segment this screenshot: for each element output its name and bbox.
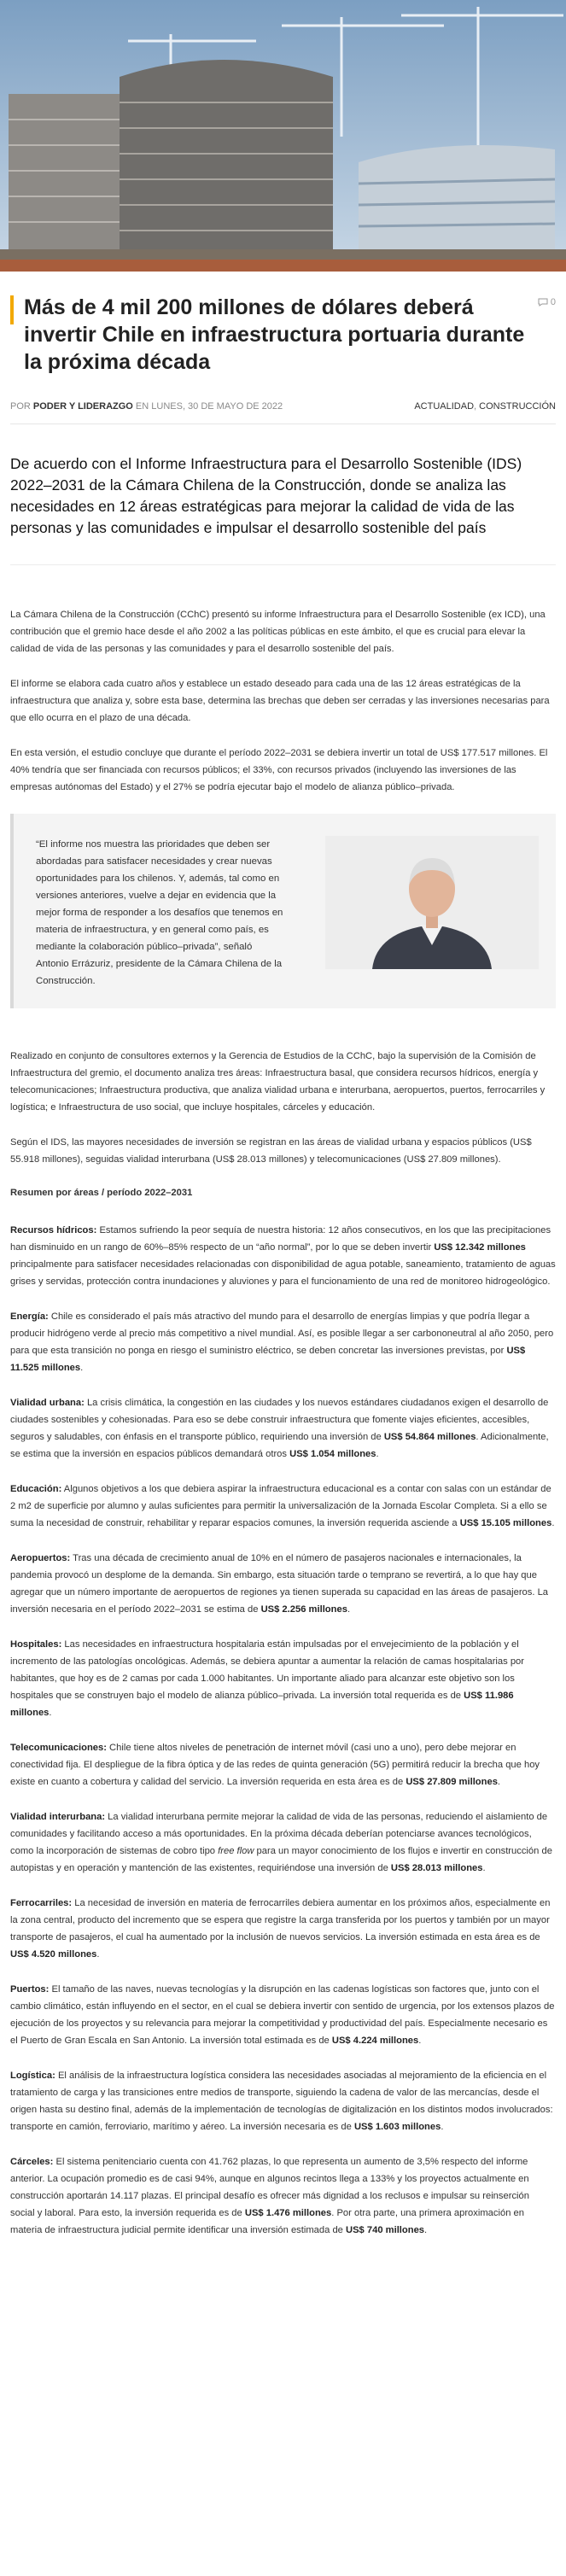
category-separator: , — [474, 401, 477, 412]
article-meta — [10, 401, 556, 424]
date-prefix: EN — [135, 401, 149, 412]
title-accent-bar — [10, 295, 14, 324]
area-ferrocarriles: Ferrocarriles: La necesidad de inversión en materia de ferrocarriles debiera aumentar en los próximos años, especialmente en la zona central, producto del incremento que se espera que registre la carga transferida por los puertos y también por un mayor transporte de pasajeros, el cual ha aumentado por la inclusión de nuevos servicios. La inversión estimada en esta área es de US$ 4.520 millones. — [10, 1898, 551, 1960]
categories — [414, 401, 556, 412]
comment-counter[interactable] — [538, 297, 556, 307]
area-puertos: Puertos: El tamaño de las naves, nuevas tecnologías y la disrupción en las cadenas logísticas son factores que, junto con el cambio climático, están influyendo en el sector, en el cual se debiera invertir con sentido de urgencia, por los extensos plazos de ejecución de los proyectos y su relevancia para mejorar la competitividad y productividad del país. Especialmente necesario es el Puerto de Gran Escala en San Antonio. La inversión total estimada es de US$ 4.224 millones. — [10, 1984, 555, 2046]
category-actualidad[interactable]: ACTUALIDAD — [414, 401, 475, 412]
area-hospitales: Hospitales: Las necesidades en infraestructura hospitalaria están impulsadas por el envejecimiento de la población y el incremento de las patologías oncológicas. Además, se debiera apuntar a aumentar la relación de camas hospitalarias por habitantes, que hoy es de 2 camas por cada 1.000 habitantes. Un importante aliado para alcanzar este objetivo son los hospitales que se construyen bajo el modelo de alianza público–privada. La inversión total requerida es de US$ 11.986 millones. — [10, 1639, 524, 1718]
article-title: Más de 4 mil 200 millones de dólares deberá invertir Chile en infraestructura portuaria durante la próxima década — [24, 295, 525, 374]
area-recursos-hidricos: Recursos hídricos: Estamos sufriendo la peor sequía de nuestra historia: 12 años consecutivos, en los que las precipitaciones han disminuido en un rango de 60%–85% respecto de un “año normal”, por lo que se deben invertir US$ 12.342 millones principalmente para satisfacer necesidades relacionadas con disponibilidad de agua potable, saneamiento, tratamiento de aguas grises y servidas, protección contra inundaciones y aluviones y para el funcionamiento de una red de monitoreo hidrogeológico. — [10, 1225, 556, 1287]
hero-image — [0, 0, 566, 272]
paragraph: Realizado en conjunto de consultores externos y la Gerencia de Estudios de la CChC, bajo la supervisión de la Comisión de Infraestructura del gremio, el documento analiza tres áreas: Infraestructura basal, que considera recursos hídricos, energía y telecomunicaciones; Infraestructura productiva, que analiza vialidad urbana e interurbana, aeropuertos, puertos, ferrocarriles y logística; e Infraestructura de uso social, que incluye hospitales, cárceles y educación. — [10, 1051, 546, 1113]
area-carceles: Cárceles: El sistema penitenciario cuenta con 41.762 plazas, lo que representa un aumento de 3,5% respecto del informe anterior. La ocupación promedio es de casi 94%, aunque en algunos recintos llega a 133% y los proyectos actualmente en construcción aportarán 14.117 plazas. El principal desafío es ofrecer más dignidad a los reclusos e impulsar su reinserción social y laboral. Para esto, la inversión requerida es de US$ 1.476 millones. Por otra parte, una primera aproximación en materia de infraestructura judicial permite identificar una inversión estimada de US$ 740 millones. — [10, 2157, 529, 2235]
divider — [10, 564, 556, 565]
quote-text: “El informe nos muestra las prioridades que deben ser abordadas para satisfacer necesidades y crear nuevas oportunidades para los chilenos. Y, además, tal como en versiones anteriores, vuelve a dejar en evidencia que la mejor forma de responder a los desafíos que tenemos en materia de infraestructura, y en general como país, es mediante la colaboración público–privada”, señaló Antonio Errázuriz, presidente de la Cámara Chilena de la Construcción. — [36, 839, 283, 986]
paragraph: En esta versión, el estudio concluye que durante el período 2022–2031 se debiera invertir un total de US$ 177.517 millones. El 40% tendría que ser financiada con recursos públicos; el 33%, con recursos privados (incluyendo las inversiones de las empresas autónomas del Estado) y el 27% se podría ejecutar bajo el modelo de alianza público–privada. — [10, 748, 548, 792]
area-telecomunicaciones: Telecomunicaciones: Chile tiene altos niveles de penetración de internet móvil (casi uno a uno), pero debe mejorar en conectividad fija. El despliegue de la fibra óptica y de las redes de quinta generación (5G) permitirá reducir la brecha que hoy existe en cuanto a cobertura y calidad del servicio. La inversión requerida en esta área es de US$ 27.809 millones. — [10, 1743, 540, 1787]
comment-count: 0 — [550, 297, 556, 307]
article-lead: De acuerdo con el Informe Infraestructura para el Desarrollo Sostenible (IDS) 2022–2031 de la Cámara Chilena de la Construcción, donde se analiza las necesidades en 12 áreas estratégicas para mejorar la calidad de vida de las personas y las comunidades e impulsar el desarrollo sostenible del país — [10, 455, 522, 536]
paragraph: El informe se elabora cada cuatro años y establece un estado deseado para cada una de las 12 áreas estratégicas de la infraestructura que analiza y, sobre esta base, determina las brechas que deben ser cerradas y las inversiones necesarias para que ello ocurra en el plazo de una década. — [10, 679, 550, 723]
area-energia: Energía: Chile es considerado el país más atractivo del mundo para el desarrollo de energías limpias y que podría llegar a producir hidrógeno verde al precio más competitivo a nivel mundial. Así, es posible llegar a ser carbononeutral al año 2050, pero para que esta transición no ponga en riesgo el suministro eléctrico, se deben concretar las inversiones previstas, por US$ 11.525 millones. — [10, 1311, 554, 1373]
pull-quote — [10, 814, 556, 1008]
article-body — [10, 606, 556, 2239]
byline-prefix: POR — [10, 401, 31, 412]
byline — [10, 401, 283, 412]
area-educacion: Educación: Algunos objetivos a los que debiera aspirar la infraestructura educacional es a contar con salas con un estándar de 2 m2 de superficie por alumno y aulas suficientes para permitir la universalización de la Jornada Escolar Completa. Si a ello se suma la necesidad de construir, rehabilitar y reparar espacios comunes, la inversión requerida asciende a US$ 15.105 millones. — [10, 1484, 555, 1528]
area-vialidad-urbana: Vialidad urbana: La crisis climática, la congestión en las ciudades y los nuevos estándares ciudadanos exigen el desarrollo de ciudades sostenibles y cohesionadas. Para eso se debe construir infraestructura que fomente viajes eficientes, accesibles, seguros y saludables, con énfasis en el transporte público, requiriendo una inversión de US$ 54.864 millones. Adicionalmente, se estima que la inversión en espacios públicos demandará otros US$ 1.054 millones. — [10, 1398, 549, 1459]
category-construccion[interactable]: CONSTRUCCIÓN — [479, 401, 556, 412]
paragraph: Según el IDS, las mayores necesidades de inversión se registran en las áreas de vialidad urbana y espacios públicos (US$ 55.918 millones), seguidas vialidad interurbana (US$ 28.013 millones) y telecomunicaciones (US$ 27.809 millones). — [10, 1137, 532, 1165]
section-heading: Resumen por áreas / período 2022–2031 — [10, 1188, 193, 1198]
comment-icon — [538, 298, 548, 307]
paragraph: La Cámara Chilena de la Construcción (CChC) presentó su informe Infraestructura para el Desarrollo Sostenible (ex ICD), una contribución que el gremio hace desde el año 2002 a las políticas públicas en este ámbito, el que es crucial para elevar la calidad de vida de las personas y las comunidades y para el desarrollo sostenible del país. — [10, 610, 546, 654]
publish-date: LUNES, 30 DE MAYO DE 2022 — [151, 401, 283, 412]
construction-photo — [0, 0, 566, 272]
author-link[interactable]: PODER Y LIDERAZGO — [32, 401, 133, 412]
area-vialidad-interurbana: Vialidad interurbana: La vialidad interurbana permite mejorar la calidad de vida de las personas, reduciendo el aislamiento de comunidades y facilitando acceso a más oportunidades. En la próxima década deberían potenciarse avances tecnológicos, como la incorporación de sistemas de cobro tipo free flow para un mayor conocimiento de los flujos e invertir en construcción de autopistas y en operación y mantención de las existentes, requiriéndose una inversión de US$ 28.013 millones. — [10, 1812, 552, 1873]
portrait-photo — [325, 836, 539, 969]
area-aeropuertos: Aeropuertos: Tras una década de crecimiento anual de 10% en el número de pasajeros nacionales e internacionales, la pandemia provocó un desplome de la demanda. Sin embargo, esta situación tarde o temprano se revertirá, a lo que hay que agregar que un número importante de aeropuertos de regiones ya tienen superada su capacidad en las áreas de pasajeros. La inversión necesaria en el período 2022–2031 se estima de US$ 2.256 millones. — [10, 1553, 549, 1615]
area-logistica: Logística: El análisis de la infraestructura logística considera las necesidades asociadas al mejoramiento de la eficiencia en el tratamiento de carga y las transiciones entre medios de transporte, siguiendo la cadena de valor de las mercancías, desde el origen hasta su destino final, además de la implementación de tecnologías de digitalización en los distintos modos involucrados: transporte en camión, ferroviario, marítimo y aéreo. La inversión necesaria es de US$ 1.603 millones. — [10, 2071, 553, 2132]
portrait-image — [325, 836, 539, 969]
